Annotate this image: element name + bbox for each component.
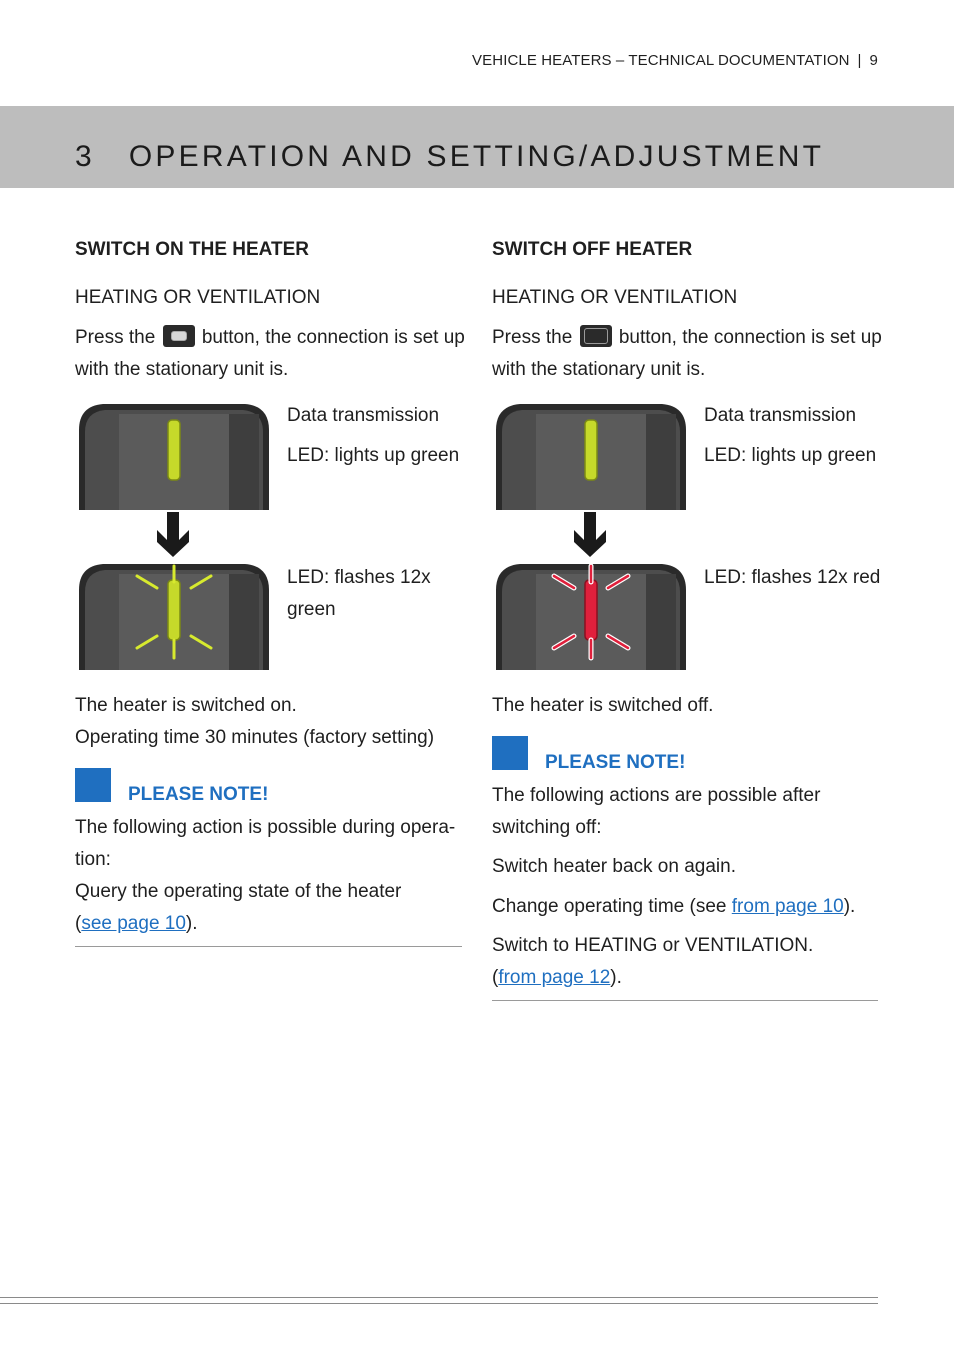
chapter-title xyxy=(75,140,824,174)
right-end-rule xyxy=(492,1000,878,1001)
switch-off-instruction-line2: with the stationary unit is. xyxy=(492,359,706,380)
from-page-12-link[interactable]: from page 12 xyxy=(498,967,611,988)
link-close-paren: ). xyxy=(610,967,622,988)
chapter-title-text: OPERATION AND SETTING/ADJUSTMENT xyxy=(128,140,825,173)
press-after-text: button, the connection is set up xyxy=(201,327,465,348)
switch-on-heading: SWITCH ON THE HEATER xyxy=(75,239,309,260)
on-button-icon xyxy=(163,325,195,347)
off-note-line3: Switch heater back on again. xyxy=(492,856,736,877)
see-page-10-link[interactable]: see page 10 xyxy=(81,913,186,934)
on-button-face xyxy=(171,331,187,341)
remote-led-flashing-red xyxy=(494,562,688,670)
off-note-line1: The following actions are possible after xyxy=(492,785,821,806)
switch-on-instruction-line2: with the stationary unit is. xyxy=(75,359,289,380)
off-result-line1: The heater is switched off. xyxy=(492,695,714,716)
off-note-label: PLEASE NOTE! xyxy=(545,752,686,773)
running-title: VEHICLE HEATERS – TECHNICAL DOCUMENTATION xyxy=(472,52,850,69)
note-marker-icon xyxy=(492,736,528,770)
chapter-number: 3 xyxy=(75,140,95,173)
link-close-paren: ). xyxy=(185,913,198,934)
left-end-rule xyxy=(75,946,462,947)
led-green-light xyxy=(168,420,180,480)
switch-on-mode: HEATING OR VENTILATION xyxy=(75,287,321,308)
on-note-line2: tion: xyxy=(75,849,111,870)
link-open-paren: ( xyxy=(75,913,82,934)
link-open-paren: ( xyxy=(492,967,499,988)
on-result-line2: Operating time 30 minutes (factory setting) xyxy=(75,727,435,748)
switch-off-heading: SWITCH OFF HEATER xyxy=(492,239,693,260)
remote-led-flashing-green xyxy=(77,562,271,670)
on-note-line3: Query the operating state of the heater xyxy=(75,881,402,902)
on-step2-label2: green xyxy=(287,599,336,620)
arrow-down-icon xyxy=(572,512,608,558)
off-note-line4 xyxy=(492,891,855,923)
footer-rule-top xyxy=(0,1297,878,1298)
on-result-line1: The heater is switched on. xyxy=(75,695,297,716)
link-close-text: ). xyxy=(843,896,856,917)
off-note-line2: switching off: xyxy=(492,817,602,838)
on-step1-label1: Data transmission xyxy=(287,405,440,426)
running-header xyxy=(472,52,878,69)
footer-rule-bottom xyxy=(0,1303,878,1304)
press-before-text: Press the xyxy=(492,327,573,348)
page-number: 9 xyxy=(869,52,878,69)
off-step1-label2: LED: lights up green xyxy=(704,445,877,466)
on-step1-label2: LED: lights up green xyxy=(287,445,460,466)
off-note-line5: Switch to HEATING or VENTILATION. xyxy=(492,935,814,956)
header-separator: | xyxy=(857,52,862,69)
on-note-line4 xyxy=(75,908,198,940)
note-marker-icon xyxy=(75,768,111,802)
from-page-10-link[interactable]: from page 10 xyxy=(731,896,844,917)
on-note-line1: The following action is possible during opera- xyxy=(75,817,456,838)
led-green-light xyxy=(585,420,597,480)
off-button-face xyxy=(584,328,608,344)
off-step1-label1: Data transmission xyxy=(704,405,857,426)
off-note-line6 xyxy=(492,962,622,994)
switch-on-instruction xyxy=(75,322,465,354)
press-after-text: button, the connection is set up xyxy=(618,327,882,348)
off-step2-label1: LED: flashes 12x red xyxy=(704,567,881,588)
on-step2-label1: LED: flashes 12x xyxy=(287,567,431,588)
switch-off-mode: HEATING OR VENTILATION xyxy=(492,287,738,308)
press-before-text: Press the xyxy=(75,327,156,348)
remote-led-steady-green xyxy=(494,402,688,510)
switch-off-instruction xyxy=(492,322,882,354)
on-note-label: PLEASE NOTE! xyxy=(128,784,269,805)
remote-led-steady-green xyxy=(77,402,271,510)
off-button-icon xyxy=(580,325,612,347)
change-time-text: Change operating time (see xyxy=(492,896,732,917)
arrow-down-icon xyxy=(155,512,191,558)
